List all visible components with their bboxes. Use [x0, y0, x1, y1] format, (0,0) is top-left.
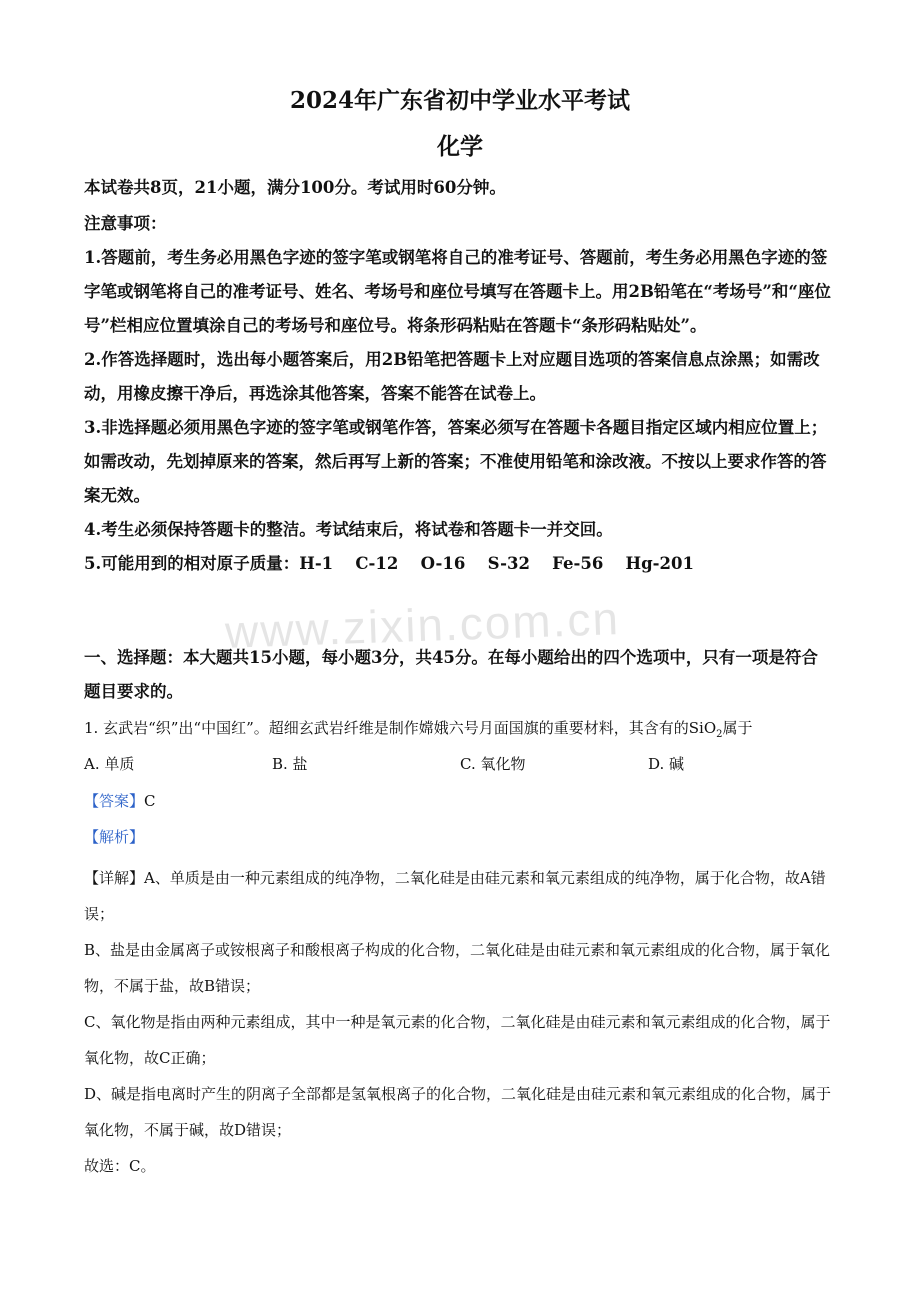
notes-section — [84, 207, 834, 581]
detail-paragraph: C、氧化物是指由两种元素组成，其中一种是氧元素的化合物，二氧化硅是由硅元素和氧元素组成的化合物，属于氧化物，故C正确； — [84, 1013, 831, 1067]
note-item: 5.可能用到的相对原子质量：H-1 C-12 O-16 S-32 Fe-56 Hg-201 — [84, 554, 694, 573]
subscript: 2 — [716, 729, 723, 740]
answer-line — [84, 788, 156, 814]
answer-value: C — [144, 792, 156, 810]
detail-paragraph: 故选：C。 — [84, 1157, 156, 1175]
question-stem-prefix: 1. 玄武岩“织”出“中国红”。超细玄武岩纤维是制作嫦娥六号月面国旗的重要材料，其含有的SiO — [84, 719, 717, 737]
note-item: 2.作答选择题时，选出每小题答案后，用2B铅笔把答题卡上对应题目选项的答案信息点涂黑；如需改动，用橡皮擦干净后，再选涂其他答案，答案不能答在试卷上。 — [84, 350, 820, 403]
answer-tag: 【答案】 — [84, 792, 145, 810]
subject-title: 化学 — [437, 133, 483, 160]
question-stem — [84, 715, 834, 748]
analysis-tag: 【解析】 — [84, 828, 145, 846]
note-item: 4.考生必须保持答题卡的整洁。考试结束后，将试卷和答题卡一并交回。 — [84, 520, 613, 539]
exam-title: 2024年广东省初中学业水平考试 — [289, 87, 630, 114]
section-heading: 一、选择题：本大题共15小题，每小题3分，共45分。在每小题给出的四个选项中，只有一项是符合题目要求的。 — [84, 648, 818, 701]
detail-paragraph: B、盐是由金属离子或铵根离子和酸根离子构成的化合物，二氧化硅是由硅元素和氧元素组成的化合物，属于氧化物，不属于盐，故B错误； — [84, 941, 831, 995]
detail-paragraph: 【详解】A、单质是由一种元素组成的纯净物，二氧化硅是由硅元素和氧元素组成的纯净物，属于化合物，故A错误； — [84, 869, 826, 923]
watermark: www.zixin.com.cn — [224, 592, 621, 658]
question-stem-suffix: 属于 — [722, 719, 753, 737]
option-a: A. 单质 — [84, 755, 135, 773]
notes-heading: 注意事项： — [84, 214, 167, 233]
note-item: 1.答题前，考生务必用黑色字迹的签字笔或钢笔将自己的准考证号、答题前，考生务必用黑色字迹的签字笔或钢笔将自己的准考证号、姓名、考场号和座位号填写在答题卡上。用2B铅笔在“考场号”和“座位号”栏相应位置填涂自己的考场号和座位号。将条形码粘贴在答题卡“条形码粘贴处”。 — [84, 248, 831, 335]
option-d: D. 碱 — [648, 755, 685, 773]
detail-explanation — [84, 860, 834, 1184]
note-item: 3.非选择题必须用黑色字迹的签字笔或钢笔作答，答案必须写在答题卡各题目指定区域内相应位置上；如需改动，先划掉原来的答案，然后再写上新的答案；不准使用铅笔和涂改液。不按以上要求作答的答案无效。 — [84, 418, 828, 505]
analysis-line — [84, 824, 144, 850]
exam-intro: 本试卷共8页，21小题，满分100分。考试用时60分钟。 — [84, 178, 506, 197]
detail-paragraph: D、碱是指电离时产生的阴离子全部都是氢氧根离子的化合物，二氧化硅是由硅元素和氧元素组成的化合物，属于氧化物，不属于碱，故D错误； — [84, 1085, 832, 1139]
option-b: B. 盐 — [272, 755, 308, 773]
option-c: C. 氧化物 — [460, 755, 526, 773]
